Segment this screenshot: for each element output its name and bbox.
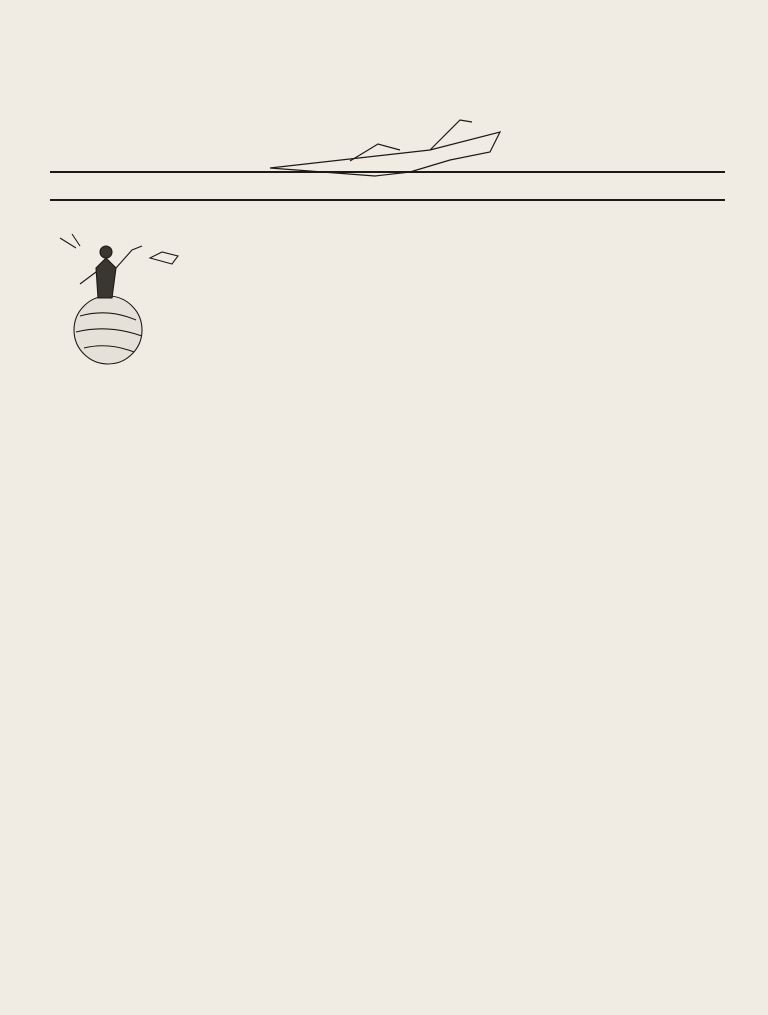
masthead-rule-top <box>50 171 725 173</box>
col1-side-text <box>121 456 268 496</box>
pilot-on-globe-illustration <box>50 228 190 366</box>
col1-body <box>55 496 268 936</box>
masthead-logo <box>200 40 565 180</box>
masthead-subtitle <box>50 175 725 197</box>
vliegwereld-logo <box>200 40 565 180</box>
masthead-rule-bottom <box>50 199 725 201</box>
